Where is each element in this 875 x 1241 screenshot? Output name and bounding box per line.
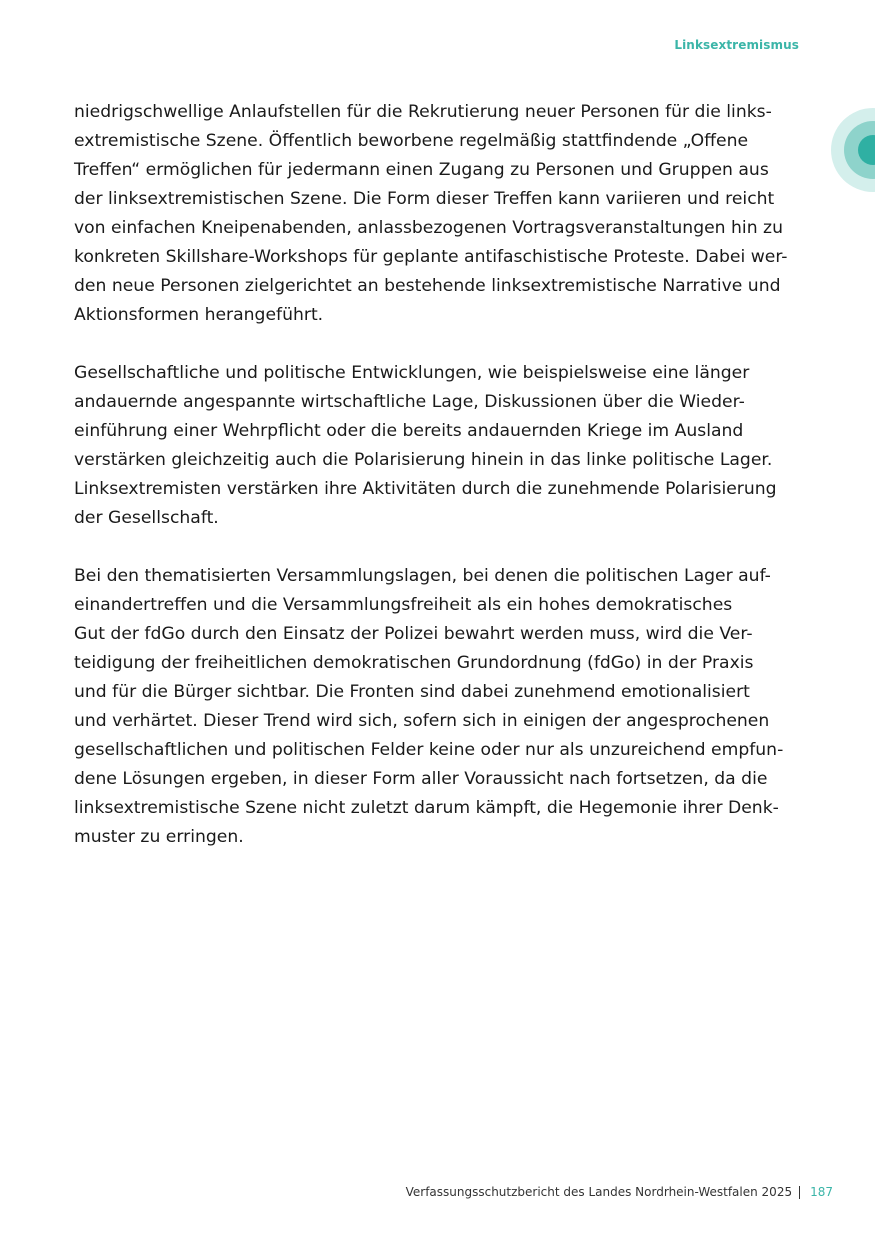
footer-divider bbox=[799, 1186, 800, 1199]
page-number: 187 bbox=[810, 1185, 833, 1199]
publication-title: Verfassungsschutzbericht des Landes Nordrhein-Westfalen 2025 bbox=[405, 1185, 793, 1199]
paragraph: Gesellschaftliche und politische Entwicklungen, wie beispielsweise eine länger andauernde angespannte wirtschaftliche Lage, Diskussionen über die Wieder- einführung einer Wehrpflicht oder die bereits andauernden Kriege im Ausland verstärken gleichzeitig auch die Polarisierung hinein in das linke politische Lager. Linksextremisten verstärken ihre Aktivitäten durch die zunehmende Polarisierung der Gesellschaft. bbox=[74, 363, 777, 528]
chapter-marker-icon bbox=[831, 108, 875, 192]
page-footer bbox=[406, 1185, 833, 1199]
paragraph: niedrigschwellige Anlaufstellen für die Rekrutierung neuer Personen für die links- extremistische Szene. Öffentlich beworbene regelmäßig stattfindende „Offene Treffen“ ermöglichen für jedermann einen Zugang zu Personen und Gruppen aus der linksextremistischen Szene. Die Form dieser Treffen kann variieren und reicht von einfachen Kneipenabenden, anlassbezogenen Vortragsveranstaltungen hin zu konkreten Skillshare-Workshops für geplante antifaschistische Proteste. Dabei wer- den neue Personen zielgerichtet an bestehende linksextremistische Narrative und Aktionsformen herangeführt. bbox=[74, 102, 788, 325]
paragraph: Bei den thematisierten Versammlungslagen, bei denen die politischen Lager auf- einandertreffen und die Versammlungsfreiheit als ein hohes demokratisches Gut der fdGo durch den Einsatz der Polizei bewahrt werden muss, wird die Ver- teidigung der freiheitlichen demokratischen Grundordnung (fdGo) in der Praxis und für die Bürger sichtbar. Die Fronten sind dabei zunehmend emotionalisiert und verhärtet. Dieser Trend wird sich, sofern sich in einigen der angesprochenen gesellschaftlichen und politischen Felder keine oder nur als unzureichend empfun- dene Lösungen ergeben, in dieser Form aller Voraussicht nach fortsetzen, da die linksextremistische Szene nicht zuletzt darum kämpft, die Hegemonie ihrer Denk- muster zu erringen. bbox=[74, 566, 784, 847]
main-text bbox=[74, 98, 809, 881]
section-label: Linksextremismus bbox=[674, 38, 799, 52]
